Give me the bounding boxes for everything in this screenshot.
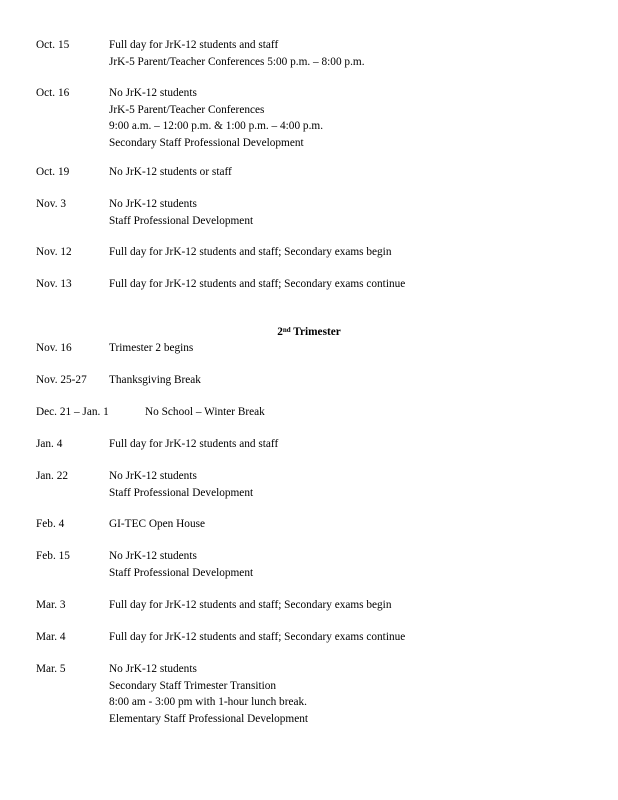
entry-line: Full day for JrK-12 students and staff <box>109 438 279 450</box>
entry-date: Nov. 12 <box>36 246 72 258</box>
entry-line: Secondary Staff Trimester Transition <box>109 679 277 692</box>
entry-description <box>109 164 232 181</box>
entry-line: Full day for JrK-12 students and staff; Secondary exams begin <box>109 246 392 258</box>
entry-line: No JrK-12 students <box>109 198 197 210</box>
entry-date: Oct. 15 <box>36 39 70 51</box>
entry-line: Staff Professional Development <box>109 486 254 499</box>
entry-date: Nov. 13 <box>36 278 72 290</box>
entry-date: Nov. 25-27 <box>36 374 87 386</box>
entry-line: JrK-5 Parent/Teacher Conferences <box>109 103 265 116</box>
section-heading <box>0 324 618 340</box>
entry-line: Staff Professional Development <box>109 566 254 579</box>
entry-line: Full day for JrK-12 students and staff; Secondary exams continue <box>109 631 406 643</box>
entry-line: No JrK-12 students <box>109 470 197 482</box>
entry-description <box>109 372 201 389</box>
entry-line: Thanksgiving Break <box>109 374 201 386</box>
entry-description <box>109 196 253 229</box>
entry-description <box>109 468 253 501</box>
entry-description <box>109 340 193 357</box>
entry-date: Mar. 4 <box>36 631 66 643</box>
entry-line: No School – Winter Break <box>145 406 265 418</box>
entry-line: Secondary Staff Professional Development <box>109 136 304 149</box>
entry-date: Dec. 21 – Jan. 1 <box>36 406 109 418</box>
section-title: Trimester <box>293 326 341 338</box>
entry-description <box>145 404 265 421</box>
entry-line: Full day for JrK-12 students and staff <box>109 39 279 51</box>
entry-line: No JrK-12 students <box>109 87 197 99</box>
entry-description <box>109 548 253 581</box>
entry-date: Oct. 19 <box>36 166 70 178</box>
entry-description <box>109 516 205 533</box>
entry-description <box>109 276 405 293</box>
entry-line: No JrK-12 students <box>109 663 197 675</box>
entry-line: GI-TEC Open House <box>109 518 206 530</box>
entry-date: Nov. 16 <box>36 342 72 354</box>
entry-line: No JrK-12 students or staff <box>109 166 232 178</box>
entry-date: Oct. 16 <box>36 87 70 99</box>
entry-description <box>109 37 365 70</box>
entry-date: Nov. 3 <box>36 198 67 210</box>
entry-date: Mar. 5 <box>36 663 66 675</box>
entry-line: Trimester 2 begins <box>109 342 194 354</box>
entry-line: Full day for JrK-12 students and staff; Secondary exams continue <box>109 278 406 290</box>
entry-date: Jan. 22 <box>36 470 69 482</box>
entry-description <box>109 661 308 727</box>
entry-date: Feb. 15 <box>36 550 70 562</box>
section-ordinal-suffix: nd <box>282 326 291 334</box>
section-number: 2 <box>277 326 283 338</box>
entry-line: Staff Professional Development <box>109 214 254 227</box>
entry-description <box>109 244 391 261</box>
entry-description <box>109 85 323 151</box>
entry-line: JrK-5 Parent/Teacher Conferences 5:00 p.m. – 8:00 p.m. <box>109 55 365 68</box>
entry-date: Mar. 3 <box>36 599 66 611</box>
entry-description <box>109 629 405 646</box>
entry-line: Full day for JrK-12 students and staff; Secondary exams begin <box>109 599 392 611</box>
entry-line: Elementary Staff Professional Development <box>109 712 309 725</box>
entry-line: 9:00 a.m. – 12:00 p.m. & 1:00 p.m. – 4:00 p.m. <box>109 120 324 132</box>
entry-description <box>109 597 391 614</box>
entry-description <box>109 436 278 453</box>
entry-date: Feb. 4 <box>36 518 65 530</box>
entry-line: No JrK-12 students <box>109 550 197 562</box>
entry-date: Jan. 4 <box>36 438 63 450</box>
entry-line: 8:00 am - 3:00 pm with 1-hour lunch break. <box>109 696 307 708</box>
